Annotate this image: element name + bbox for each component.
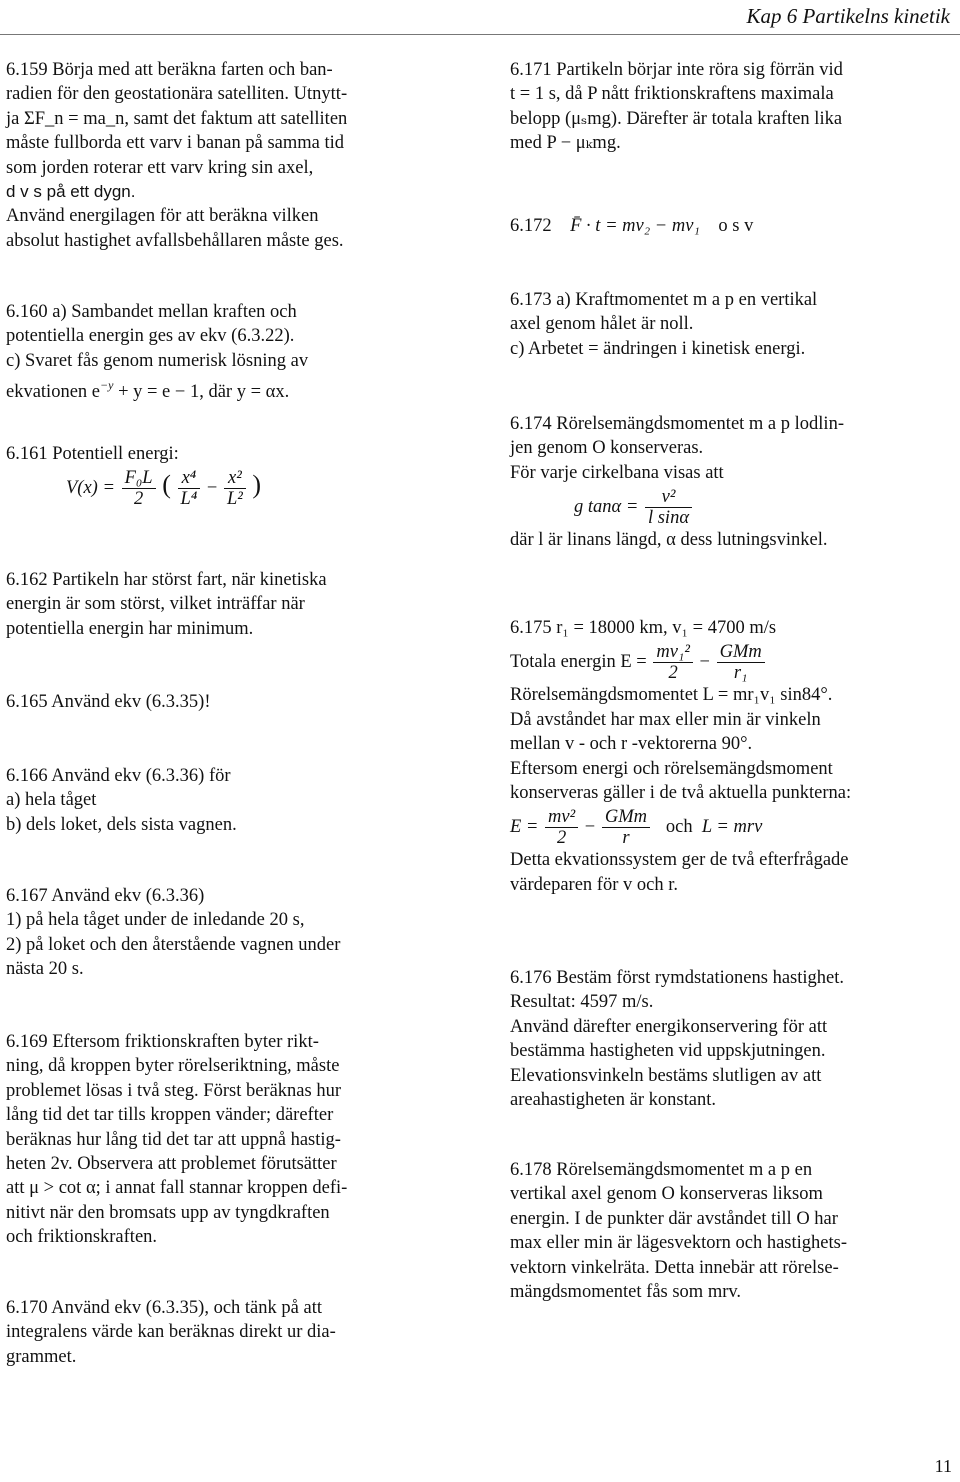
text-line: potentiella energin ges av ekv (6.3.22). (6, 326, 295, 347)
text-line: ja ΣF_n = ma_n, samt det faktum att satelliten (6, 108, 348, 129)
answer-6-171 (510, 58, 958, 156)
fraction (122, 468, 156, 509)
answer-6-176 (510, 966, 958, 1112)
text-line: 6.173 a) Kraftmomentet m a p en vertikal (510, 290, 818, 310)
text-line: potentiella energin har minimum. (6, 618, 254, 639)
header-divider (0, 34, 960, 35)
text-line: grammet. (6, 1346, 77, 1367)
answer-6-174 (510, 412, 958, 553)
text-line: a) hela tåget (6, 790, 97, 811)
text-line: t = 1 s, då P nått friktionskraftens maximala (510, 84, 834, 105)
equation-line (510, 214, 958, 238)
text-line: lång tid det tar tills kroppen vänder; därefter (6, 1105, 334, 1126)
text-line: Detta ekvationssystem ger de två efterfrågade (510, 850, 849, 871)
equation-part: ekvationen e (6, 382, 100, 403)
text-line: heten 2v. Observera att problemet förutsätter (6, 1154, 337, 1175)
answer-6-178 (510, 1158, 958, 1304)
answer-6-175 (510, 616, 958, 897)
impulse-formula: F̄ · t = mv₂ − mv₁ (570, 216, 700, 236)
formula-lhs: E = (510, 817, 539, 838)
text-line: Då avståndet har max eller min är vinkeln (510, 709, 821, 730)
text-line: b) dels loket, dels sista vagnen. (6, 814, 237, 835)
text-line: bestämma hastigheten vid uppskjutningen. (510, 1041, 826, 1062)
text-line: Elevationsvinkeln bestäms slutligen av att (510, 1065, 822, 1086)
minus-sign: − (584, 817, 596, 838)
text-line: 6.166 Använd ekv (6.3.36) för (6, 766, 231, 786)
text-line: beräknas hur lång tid det tar att uppnå hastig- (6, 1129, 341, 1150)
answer-6-161 (6, 442, 454, 509)
numerator: x⁴ (178, 468, 201, 489)
numerator: F₀L (122, 468, 156, 489)
denominator: L² (226, 489, 243, 510)
fraction (717, 642, 765, 683)
answer-6-173 (510, 288, 958, 361)
minus-sign: − (699, 652, 710, 673)
denominator: L⁴ (180, 489, 198, 510)
answer-6-160 (6, 300, 454, 405)
text-line: integralens värde kan beräknas direkt ur dia- (6, 1322, 336, 1343)
equation-part: + y = e − 1, där y = αx. (113, 382, 290, 403)
text-line: värdeparen för v och r. (510, 874, 678, 895)
answer-6-172 (510, 214, 958, 238)
chapter-header: Kap 6 Partikelns kinetik (746, 4, 950, 28)
text-line: som jorden roterar ett varv kring sin axel, (6, 157, 314, 178)
fraction (653, 642, 693, 683)
text-line: radien för den geostationära satelliten. Utnytt- (6, 84, 348, 105)
text-line: energin. I de punkter där avståndet till O har (510, 1208, 838, 1229)
total-energy-formula (510, 642, 958, 683)
text-line: 6.174 Rörelsemängdsmomentet m a p lodlin- (510, 414, 844, 434)
text-line: För varje cirkelbana visas att (510, 462, 724, 483)
fraction (545, 807, 578, 848)
conjunction: och (665, 817, 693, 838)
text-line: 6.171 Partikeln börjar inte röra sig förrän vid (510, 60, 843, 80)
fraction (224, 468, 246, 509)
text-line: Resultat: 4597 m/s. (510, 992, 654, 1013)
tan-formula (510, 487, 958, 528)
formula-lhs: V(x) = (66, 478, 115, 499)
text-line: vertikal axel genom O konserveras liksom (510, 1184, 823, 1205)
text-line: nitivt när den bromsats upp av tyngdkraften (6, 1202, 330, 1223)
numerator: x² (224, 468, 246, 489)
text-line: med P − μₖmg. (510, 133, 621, 154)
formula-lhs: Totala energin E = (510, 652, 647, 673)
denominator: 2 (133, 489, 144, 510)
minus-sign: − (206, 478, 218, 499)
text-line: 6.167 Använd ekv (6.3.36) (6, 886, 205, 906)
answer-6-169 (6, 1030, 454, 1250)
text-line: axel genom hålet är noll. (510, 314, 694, 335)
text-line: jen genom O konserveras. (510, 438, 704, 459)
answer-6-166 (6, 764, 454, 837)
text-line: ning, då kroppen byter rörelseriktning, måste (6, 1056, 340, 1077)
formula-tail: o s v (718, 216, 754, 236)
text-line: 6.159 Börja med att beräkna farten och ban- (6, 60, 333, 80)
potential-energy-formula (6, 468, 454, 509)
denominator: r₁ (733, 663, 748, 684)
text-line: vektorn vinkelräta. Detta innebär att rörelse- (510, 1257, 839, 1278)
text-line: att μ > cot α; i annat fall stannar kroppen defi- (6, 1178, 348, 1199)
text-line: nästa 20 s. (6, 959, 84, 980)
answer-number: 6.172 (510, 216, 552, 236)
numerator: v² (645, 487, 692, 508)
numerator: GMm (717, 642, 765, 663)
text-line: 6.160 a) Sambandet mellan kraften och (6, 302, 297, 322)
numerator: mv₁² (653, 642, 693, 663)
text-line: mängdsmomentet fås som mrv. (510, 1282, 742, 1303)
text-line: Rörelsemängdsmomentet L = mr₁v₁ sin84°. (510, 685, 833, 706)
text-line: c) Svaret fås genom numerisk lösning av (6, 350, 309, 371)
angular-momentum-eq: L = mrv (701, 817, 763, 838)
text-line: areahastigheten är konstant. (510, 1090, 716, 1111)
text-line: måste fullborda ett varv i banan på samma tid (6, 133, 345, 154)
text-line: och friktionskraften. (6, 1227, 158, 1248)
close-paren: ) (252, 470, 262, 500)
fraction (178, 468, 201, 509)
text-line: 6.165 Använd ekv (6.3.35)! (6, 692, 211, 712)
answer-6-165 (6, 690, 454, 714)
text-line: konserveras gäller i de två aktuella punkterna: (510, 783, 852, 804)
fraction (602, 807, 650, 848)
fraction (645, 487, 692, 528)
denominator: l sinα (647, 508, 690, 529)
equation-system (510, 807, 958, 848)
answer-6-162 (6, 568, 454, 641)
text-line: där l är linans längd, α dess lutningsvinkel. (510, 530, 828, 551)
text-line: max eller min är lägesvektorn och hastighets- (510, 1233, 848, 1254)
text-line: c) Arbetet = ändringen i kinetisk energi. (510, 338, 806, 359)
text-line: 6.178 Rörelsemängdsmomentet m a p en (510, 1160, 813, 1180)
answer-6-159 (6, 58, 454, 253)
text-line: 6.161 Potentiell energi: (6, 444, 179, 464)
answer-6-167 (6, 884, 454, 982)
open-paren: ( (162, 470, 171, 500)
text-line: belopp (μₛmg). Därefter är totala kraften lika (510, 108, 843, 129)
text-line: mellan v - och r -vektorerna 90°. (510, 734, 753, 755)
numerator: GMm (602, 807, 650, 828)
equation-line (6, 373, 454, 404)
text-line: 6.170 Använd ekv (6.3.35), och tänk på att (6, 1298, 322, 1318)
exponent: −y (100, 378, 114, 393)
text-line: 2) på loket och den återstående vagnen under (6, 934, 341, 955)
denominator: 2 (668, 663, 678, 684)
answer-6-170 (6, 1296, 454, 1369)
text-line: absolut hastighet avfallsbehållaren måste ges. (6, 230, 344, 251)
text-line: 6.169 Eftersom friktionskraften byter rikt- (6, 1032, 319, 1052)
page-number: 11 (934, 1456, 952, 1476)
denominator: 2 (556, 828, 567, 849)
text-line: problemet lösas i två steg. Först beräknas hur (6, 1080, 341, 1101)
numerator: mv² (545, 807, 578, 828)
formula-lhs: g tanα = (574, 496, 639, 517)
text-line: 6.176 Bestäm först rymdstationens hastighet. (510, 968, 844, 988)
text-line: Använd energilagen för att beräkna vilken (6, 206, 319, 227)
text-line: Eftersom energi och rörelsemängdsmoment (510, 758, 833, 779)
text-line: d v s på ett dygn. (6, 182, 136, 202)
text-line: 6.175 r₁ = 18000 km, v₁ = 4700 m/s (510, 618, 777, 638)
denominator: r (622, 828, 630, 849)
text-line: 6.162 Partikeln har störst fart, när kinetiska (6, 570, 327, 590)
text-line: 1) på hela tåget under de inledande 20 s, (6, 910, 305, 931)
text-line: Använd därefter energikonservering för att (510, 1016, 828, 1037)
text-line: energin är som störst, vilket inträffar när (6, 594, 305, 615)
